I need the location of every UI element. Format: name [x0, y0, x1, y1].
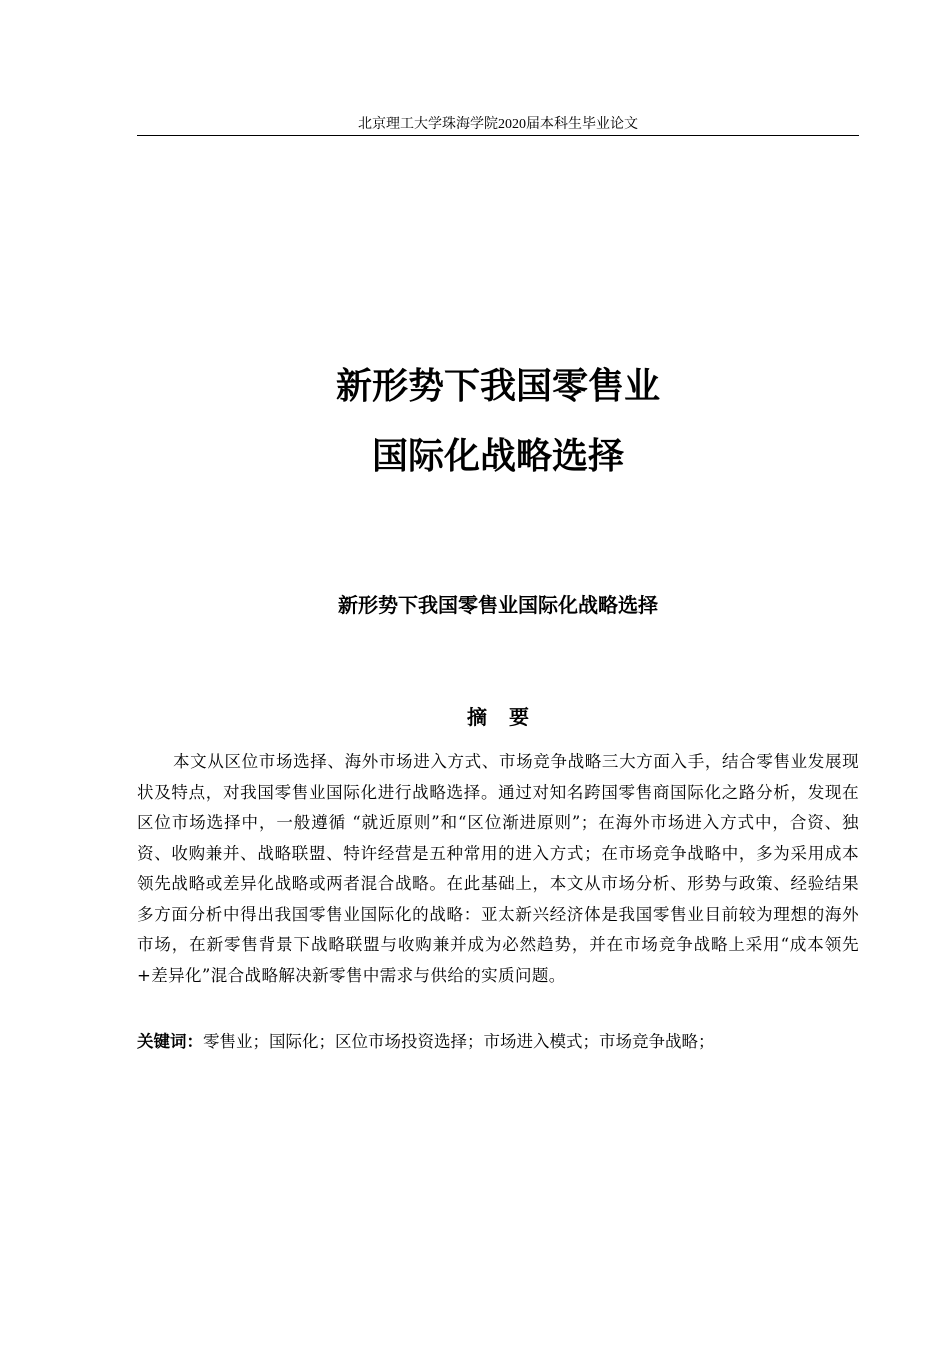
keywords-label: 关键词： [137, 1032, 203, 1051]
thesis-title-line-2: 国际化战略选择 [371, 436, 624, 477]
thesis-title-line-1: 新形势下我国零售业 [335, 366, 660, 407]
abstract-title: 新形势下我国零售业国际化战略选择 [338, 593, 658, 617]
header-rule [137, 135, 859, 136]
running-header: 北京理工大学珠海学院2020届本科生毕业论文 [358, 117, 638, 132]
abstract-body: 本文从区位市场选择、海外市场进入方式、市场竞争战略三大方面入手，结合零售业发展现状及特点，对我国零售业国际化进行战略选择。通过对知名跨国零售商国际化之路分析，发现在区位市场选择中，一般遵循 “就近原则”和“区位渐进原则”；在海外市场进入方式中，合资、独资、收购兼并、战略联盟、特许经营是五种常用的进入方式；在市场竞争战略中，多为采用成本领先战略或差异化战略或两者混合战略。在此基础上，本文从市场分析、形势与政策、经验结果多方面分析中得出我国零售业国际化的战略：亚太新兴经济体是我国零售业目前较为理想的海外市场，在新零售背景下战略联盟与收购兼并成为必然趋势，并在市场竞争战略上采用“成本领先+差异化”混合战略解决新零售中需求与供给的实质问题。 [137, 752, 859, 985]
keywords-line [137, 1027, 859, 1057]
abstract-heading: 摘要 [467, 705, 551, 729]
thesis-title [137, 352, 859, 492]
keywords-text: 零售业；国际化；区位市场投资选择；市场进入模式；市场竞争战略； [203, 1032, 715, 1051]
